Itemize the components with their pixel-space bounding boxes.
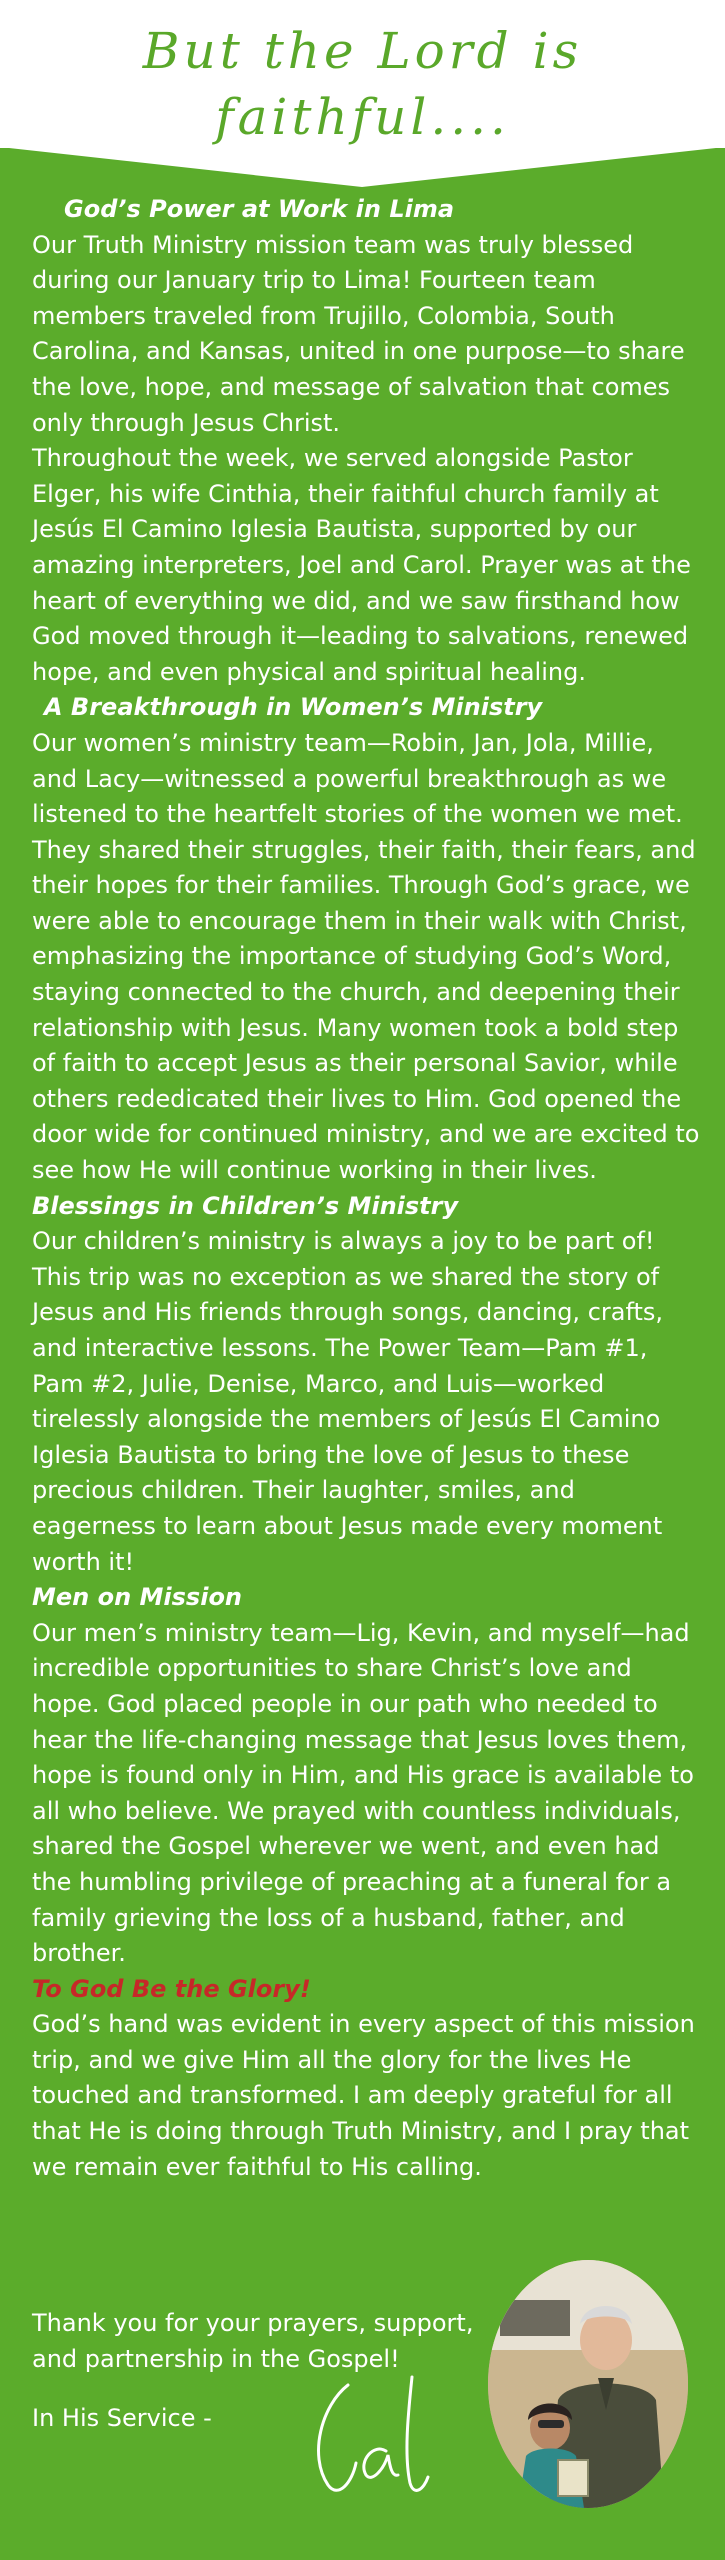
heading-glory: To God Be the Glory! (32, 1974, 311, 2003)
paragraph-men: Our men’s ministry team—Lig, Kevin, and myself—had incredible opportunities to share Christ’s love and hope. God placed people in our path who needed to hear the life-changing message that Jesus loves them, hope is found only in Him, and His grace is available to all who believe. We prayed with countless individuals, shared the Gospel wherever we went, and even had the humbling privilege of preaching at a funeral for a family grieving the loss of a husband, father, and brother. (32, 1618, 694, 1968)
team-photo (488, 2260, 688, 2508)
photo-illustration (488, 2260, 688, 2508)
paragraph-lima-2: Throughout the week, we served alongside Pastor Elger, his wife Cinthia, their faithful church family at Jesús El Camino Iglesia Bautista, supported by our amazing interpreters, Joel and Carol. Prayer was at the heart of everything we did, and we saw firsthand how God moved through it—leading to salvations, renewed hope, and even physical and spiritual healing. (32, 444, 691, 686)
heading-women: A Breakthrough in Women’s Ministry (44, 693, 543, 722)
paragraph-children: Our children’s ministry is always a joy to be part of! This trip was no exception as we shared the story of Jesus and His friends through songs, dancing, crafts, and interactive lessons. The Power Team—Pam #1, Pam #2, Julie, Denise, Marco, and Luis—worked tirelessly alongside the members of Jesús El Camino Iglesia Bautista to bring the love of Jesus to these precious children. Their laughter, smiles, and eagerness to learn about Jesus made every moment worth it! (32, 1227, 664, 1576)
title-line-1: But the Lord is (142, 22, 583, 80)
title-line-2: faithful.... (215, 88, 510, 146)
thanks-text: Thank you for your prayers, support, and partnership in the Gospel! (32, 2309, 474, 2373)
page-title (0, 18, 725, 150)
paragraph-lima-1: Our Truth Ministry mission team was truly blessed during our January trip to Lima! Fourteen team members traveled from Trujillo, Colombia, South Carolina, and Kansas, united in one purpose—to share the love, hope, and message of salvation that comes only through Jesus Christ. (32, 230, 685, 437)
heading-lima: God’s Power at Work in Lima (64, 195, 455, 223)
heading-men: Men on Mission (32, 1583, 243, 1612)
signature-icon (300, 2365, 450, 2515)
heading-children: Blessings in Children’s Ministry (32, 1191, 459, 1220)
sign-off-text: In His Service - (32, 2404, 212, 2432)
paragraph-glory: God’s hand was evident in every aspect of this mission trip, and we give Him all the glory for the lives He touched and transformed. I am deeply grateful for all that He is doing through Truth Ministry, and I pray that we remain ever faithful to His calling. (32, 2010, 695, 2181)
article-body (32, 192, 700, 2185)
paragraph-women: Our women’s ministry team—Robin, Jan, Jola, Millie, and Lacy—witnessed a powerful breakthrough as we listened to the heartfelt stories of the women we met. They shared their struggles, their faith, their fears, and their hopes for their families. Through God’s grace, we were able to encourage them in their walk with Christ, emphasizing the importance of studying God’s Word, staying connected to the church, and deepening their relationship with Jesus. Many women took a bold step of faith to accept Jesus as their personal Savior, while others rededicated their lives to Him. God opened the door wide for continued ministry, and we are excited to see how He will continue working in their lives. (32, 728, 700, 1185)
